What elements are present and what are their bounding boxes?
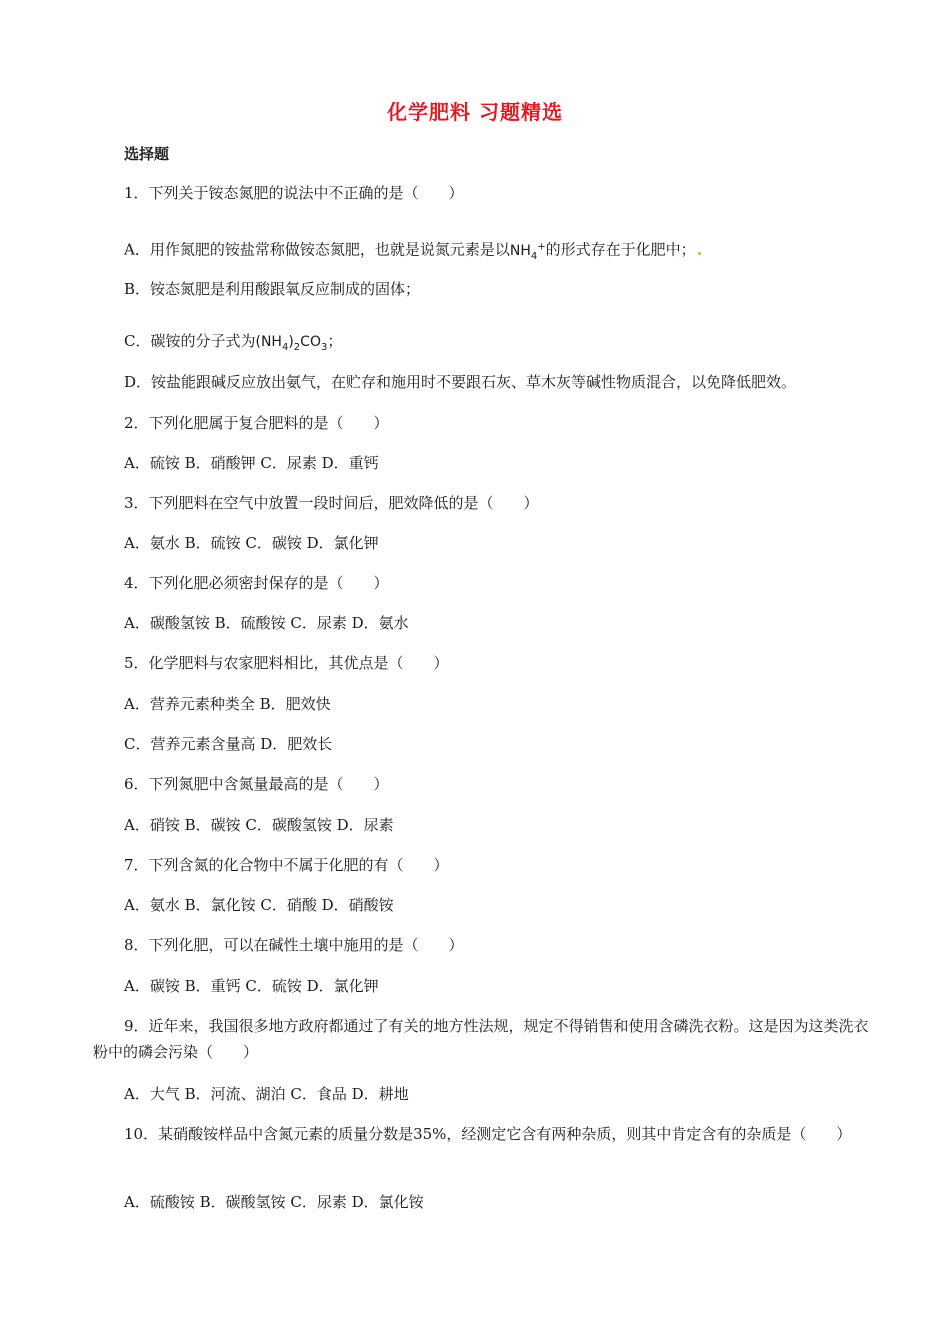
question-2: 2．下列化肥属于复合肥料的是（ ） <box>124 414 389 432</box>
ammonium-formula: $NH_4^+$ <box>509 241 546 262</box>
question-1: 1．下列关于铵态氮肥的说法中不正确的是（ ） <box>124 184 464 202</box>
option-text: 的形式存在于化肥中； <box>545 240 696 259</box>
question-1-option-c <box>124 330 342 359</box>
question-1-option-a <box>124 236 703 267</box>
option-text: ； <box>327 332 343 350</box>
question-10-options: A．硫酸铵 B．碳酸氢铵 C．尿素 D．氯化铵 <box>124 1193 424 1211</box>
question-1-option-b: B．铵态氮肥是利用酸跟氧反应制成的固体； <box>124 280 421 298</box>
question-8-options: A．碳铵 B．重钙 C．硫铵 D．氯化钾 <box>124 977 379 995</box>
question-5-options-cd: C．营养元素含量高 D．肥效长 <box>124 735 333 753</box>
section-heading: 选择题 <box>124 145 170 163</box>
question-3-options: A．氨水 B．硫铵 C．碳铵 D．氯化钾 <box>124 534 379 552</box>
question-7-options: A．氨水 B．氯化铵 C．硝酸 D．硝酸铵 <box>124 896 394 914</box>
question-2-options: A．硫铵 B．硝酸钾 C．尿素 D．重钙 <box>124 454 379 472</box>
question-9: 9．近年来，我国很多地方政府都通过了有关的地方性法规，规定不得销售和使用含磷洗衣粉。这是因为这类洗衣粉中的磷会污染（ ） <box>93 1017 869 1061</box>
question-6-options: A．硝铵 B．碳铵 C．碳酸氢铵 D．尿素 <box>124 816 394 834</box>
question-1-option-d: D．铵盐能跟碱反应放出氨气，在贮存和施用时不要跟石灰、草木灰等碱性物质混合，以免降低肥效。 <box>124 373 797 391</box>
option-text: A．用作氮肥的铵盐常称做铵态氮肥，也就是说氮元素是以 <box>124 240 510 259</box>
question-5-options-ab: A．营养元素种类全 B．肥效快 <box>124 695 331 713</box>
question-10: 10．某硝酸铵样品中含氮元素的质量分数是35%，经测定它含有两种杂质，则其中肯定含有的杂质是（ ） <box>124 1125 852 1143</box>
question-6: 6．下列氮肥中含氮量最高的是（ ） <box>124 775 389 793</box>
question-4-options: A．碳酸氢铵 B．硫酸铵 C．尿素 D．氨水 <box>124 614 409 632</box>
question-3: 3．下列肥料在空气中放置一段时间后，肥效降低的是（ ） <box>124 494 539 512</box>
question-9-options: A．大气 B．河流、湖泊 C．食品 D．耕地 <box>124 1085 409 1103</box>
question-7: 7．下列含氮的化合物中不属于化肥的有（ ） <box>124 856 449 874</box>
question-8: 8．下列化肥，可以在碱性土壤中施用的是（ ） <box>124 936 464 954</box>
option-text: C．碳铵的分子式为 <box>124 332 256 350</box>
ammonium-carbonate-formula: $(NH_4)_2CO_3$ <box>255 334 328 353</box>
question-5: 5．化学肥料与农家肥料相比，其优点是（ ） <box>124 654 449 672</box>
page-title: 化学肥料 习题精选 <box>387 100 563 124</box>
mark-dot <box>698 252 701 255</box>
question-4: 4．下列化肥必须密封保存的是（ ） <box>124 574 389 592</box>
